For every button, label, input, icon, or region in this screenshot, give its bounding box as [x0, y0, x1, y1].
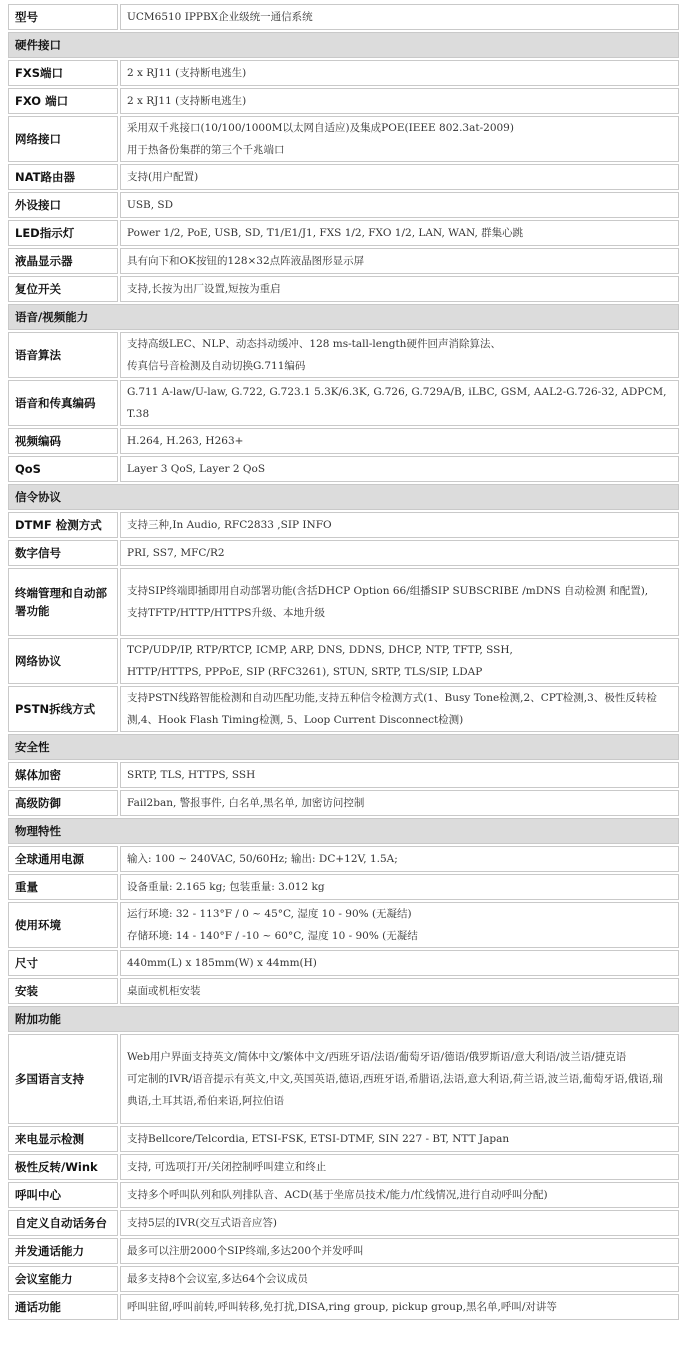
spec-label: 通话功能 — [8, 1294, 118, 1320]
spec-value-line: 传真信号音检测及自动切换G.711编码 — [127, 360, 306, 372]
spec-value-line: 具有向下和OK按钮的128×32点阵液晶图形显示屏 — [127, 255, 365, 267]
spec-value-line: 2 x RJ11 (支持断电逃生) — [127, 95, 247, 107]
spec-value — [120, 762, 679, 788]
spec-value — [120, 568, 679, 636]
spec-label: QoS — [8, 456, 118, 482]
spec-value-line: 运行环境: 32 - 113°F / 0 ~ 45°C, 湿度 10 - 90% (无凝结) — [127, 908, 412, 920]
spec-value — [120, 1294, 679, 1320]
spec-label: 来电显示检测 — [8, 1126, 118, 1152]
spec-value-line: Power 1/2, PoE, USB, SD, T1/E1/J1, FXS 1/2, FXO 1/2, LAN, WAN, 群集心跳 — [127, 227, 524, 239]
spec-value — [120, 60, 679, 86]
spec-label: 重量 — [8, 874, 118, 900]
spec-label: 数字信号 — [8, 540, 118, 566]
section-header-additional — [8, 1006, 679, 1032]
spec-row-nat — [8, 164, 679, 190]
spec-value-line: 支持5层的IVR(交互式语音应答) — [127, 1217, 278, 1229]
spec-label: LED指示灯 — [8, 220, 118, 246]
spec-value — [120, 790, 679, 816]
spec-value — [120, 164, 679, 190]
spec-value-line: 支持, 可选项打开/关闭控制呼叫建立和终止 — [127, 1161, 327, 1173]
spec-row-call-center — [8, 1182, 679, 1208]
spec-value-line: 支持多个呼叫队列和队列排队音、ACD(基于坐席员技术/能力/忙线情况,进行自动呼叫分配) — [127, 1189, 548, 1201]
spec-row-installation — [8, 978, 679, 1004]
spec-value-line: TCP/UDP/IP, RTP/RTCP, ICMP, ARP, DNS, DDNS, DHCP, NTP, TFTP, SSH, — [127, 644, 513, 656]
spec-value — [120, 1126, 679, 1152]
spec-value-line: 440mm(L) x 185mm(W) x 44mm(H) — [127, 957, 317, 969]
spec-label: 复位开关 — [8, 276, 118, 302]
section-title: 物理特性 — [8, 818, 679, 844]
spec-label: 型号 — [8, 4, 118, 30]
section-header-physical — [8, 818, 679, 844]
spec-value-line: G.711 A-law/U-law, G.722, G.723.1 5.3K/6.3K, G.726, G.729A/B, iLBC, GSM, AAL2-G.726-32, ADPCM, T.38 — [127, 386, 667, 420]
spec-row-voice-algorithm — [8, 332, 679, 378]
spec-value-line: H.264, H.263, H263+ — [127, 435, 244, 447]
section-title: 附加功能 — [8, 1006, 679, 1032]
spec-value — [120, 846, 679, 872]
spec-value-line: Web用户界面支持英文/简体中文/繁体中文/西班牙语/法语/葡萄牙语/德语/俄罗斯语/意大利语/波兰语/捷克语 — [127, 1051, 627, 1063]
spec-row-network-protocols — [8, 638, 679, 684]
section-title: 语音/视频能力 — [8, 304, 679, 330]
spec-value-line: 支持TFTP/HTTP/HTTPS升级、本地升级 — [127, 607, 325, 619]
spec-value-line: 输入: 100 ~ 240VAC, 50/60Hz; 输出: DC+12V, 1.5A; — [127, 853, 398, 865]
section-header-voice-video — [8, 304, 679, 330]
spec-value-line: 采用双千兆接口(10/100/1000M以太网自适应)及集成POE(IEEE 802.3at-2009) — [127, 122, 514, 134]
spec-value — [120, 88, 679, 114]
spec-value-line: 设备重量: 2.165 kg; 包装重量: 3.012 kg — [127, 881, 325, 893]
spec-value — [120, 276, 679, 302]
spec-row-fxo — [8, 88, 679, 114]
spec-value — [120, 220, 679, 246]
spec-value — [120, 874, 679, 900]
spec-row-digital-signal — [8, 540, 679, 566]
spec-row-lcd — [8, 248, 679, 274]
spec-label: 外设接口 — [8, 192, 118, 218]
spec-row-qos — [8, 456, 679, 482]
spec-row-provisioning — [8, 568, 679, 636]
spec-label: 会议室能力 — [8, 1266, 118, 1292]
spec-value — [120, 1210, 679, 1236]
spec-label: DTMF 检测方式 — [8, 512, 118, 538]
spec-value — [120, 248, 679, 274]
spec-row-call-features — [8, 1294, 679, 1320]
spec-value-line: 最多可以注册2000个SIP终端,多达200个并发呼叫 — [127, 1245, 364, 1257]
spec-label: 并发通话能力 — [8, 1238, 118, 1264]
spec-value-line: 存储环境: 14 - 140°F / -10 ~ 60°C, 湿度 10 - 90% (无凝结 — [127, 930, 418, 942]
spec-value-line: 可定制的IVR/语音提示有英文,中文,英国英语,德语,西班牙语,希腊语,法语,意大利语,荷兰语,波兰语,葡萄牙语,俄语,瑞典语,土耳其语,希伯来语,阿拉伯语 — [127, 1073, 663, 1107]
spec-row-fxs — [8, 60, 679, 86]
spec-row-concurrent-calls — [8, 1238, 679, 1264]
spec-value — [120, 380, 679, 426]
spec-label: 尺寸 — [8, 950, 118, 976]
spec-value-line: SRTP, TLS, HTTPS, SSH — [127, 769, 256, 781]
spec-label: 安装 — [8, 978, 118, 1004]
section-title: 安全性 — [8, 734, 679, 760]
spec-label: 高级防御 — [8, 790, 118, 816]
spec-value-line: 支持(用户配置) — [127, 171, 199, 183]
spec-value-line: USB, SD — [127, 199, 174, 211]
spec-row-dtmf — [8, 512, 679, 538]
spec-value — [120, 1154, 679, 1180]
spec-table-body — [8, 4, 679, 1320]
spec-value — [120, 950, 679, 976]
spec-table — [6, 2, 681, 1322]
spec-row-video-codec — [8, 428, 679, 454]
spec-row-power — [8, 846, 679, 872]
spec-value-line: Layer 3 QoS, Layer 2 QoS — [127, 463, 266, 475]
spec-row-network-interface — [8, 116, 679, 162]
spec-value-line: 呼叫驻留,呼叫前转,呼叫转移,免打扰,DISA,ring group, pickup group,黑名单,呼叫/对讲等 — [127, 1301, 557, 1313]
spec-row-weight — [8, 874, 679, 900]
spec-value — [120, 192, 679, 218]
section-header-security — [8, 734, 679, 760]
spec-row-dimensions — [8, 950, 679, 976]
spec-value — [120, 902, 679, 948]
spec-value-line: 支持,长按为出厂设置,短按为重启 — [127, 283, 281, 295]
spec-label: 网络接口 — [8, 116, 118, 162]
spec-row-model — [8, 4, 679, 30]
spec-value — [120, 638, 679, 684]
spec-label: 终端管理和自动部署功能 — [8, 568, 118, 636]
spec-value-line: 用于热备份集群的第三个千兆端口 — [127, 144, 285, 156]
spec-value-line: 最多支持8个会议室,多达64个会议成员 — [127, 1273, 308, 1285]
spec-label: FXS端口 — [8, 60, 118, 86]
spec-label: 全球通用电源 — [8, 846, 118, 872]
spec-value-line: PRI, SS7, MFC/R2 — [127, 547, 225, 559]
spec-row-auto-attendant — [8, 1210, 679, 1236]
spec-row-reset — [8, 276, 679, 302]
spec-row-led — [8, 220, 679, 246]
spec-value-line: UCM6510 IPPBX企业级统一通信系统 — [127, 11, 313, 23]
spec-label: 语音算法 — [8, 332, 118, 378]
spec-value-line: 支持高级LEC、NLP、动态抖动缓冲、128 ms-tall-length硬件回声消除算法、 — [127, 338, 501, 350]
spec-label: 呼叫中心 — [8, 1182, 118, 1208]
spec-label: NAT路由器 — [8, 164, 118, 190]
spec-value-line: 支持Bellcore/Telcordia, ETSI-FSK, ETSI-DTMF, SIN 227 - BT, NTT Japan — [127, 1133, 510, 1145]
spec-row-codecs — [8, 380, 679, 426]
spec-value — [120, 512, 679, 538]
spec-row-polarity-wink — [8, 1154, 679, 1180]
spec-value — [120, 540, 679, 566]
spec-value-line: 支持SIP终端即插即用自动部署功能(含括DHCP Option 66/组播SIP SUBSCRIBE /mDNS 自动检测 和配置), — [127, 585, 649, 597]
spec-label: 多国语言支持 — [8, 1034, 118, 1124]
spec-row-caller-id — [8, 1126, 679, 1152]
spec-row-media-encryption — [8, 762, 679, 788]
spec-value — [120, 1266, 679, 1292]
spec-value — [120, 332, 679, 378]
spec-value — [120, 686, 679, 732]
spec-label: FXO 端口 — [8, 88, 118, 114]
spec-value-line: 支持PSTN线路智能检测和自动匹配功能,支持五种信令检测方式(1、Busy Tone检测,2、CPT检测,3、极性反转检测,4、Hook Flash Timing检测, 5、Loop Current Disconnect检测) — [127, 692, 657, 726]
spec-value-line: Fail2ban, 警报事件, 白名单,黑名单, 加密访问控制 — [127, 797, 365, 809]
spec-value — [120, 4, 679, 30]
spec-label: 自定义自动话务台 — [8, 1210, 118, 1236]
spec-row-advanced-defense — [8, 790, 679, 816]
section-header-hardware — [8, 32, 679, 58]
spec-value-line: HTTP/HTTPS, PPPoE, SIP (RFC3261), STUN, SRTP, TLS/SIP, LDAP — [127, 666, 483, 678]
section-title: 信令协议 — [8, 484, 679, 510]
spec-value-line: 2 x RJ11 (支持断电逃生) — [127, 67, 247, 79]
spec-value-line: 桌面或机柜安装 — [127, 985, 201, 997]
spec-value-line: 支持三种,In Audio, RFC2833 ,SIP INFO — [127, 519, 332, 531]
spec-label: 媒体加密 — [8, 762, 118, 788]
spec-value — [120, 1238, 679, 1264]
spec-row-pstn-disconnect — [8, 686, 679, 732]
spec-row-conference — [8, 1266, 679, 1292]
spec-label: PSTN拆线方式 — [8, 686, 118, 732]
spec-row-languages — [8, 1034, 679, 1124]
spec-value — [120, 978, 679, 1004]
spec-label: 网络协议 — [8, 638, 118, 684]
spec-label: 视频编码 — [8, 428, 118, 454]
spec-label: 液晶显示器 — [8, 248, 118, 274]
spec-label: 极性反转/Wink — [8, 1154, 118, 1180]
spec-value — [120, 1034, 679, 1124]
spec-label: 使用环境 — [8, 902, 118, 948]
spec-label: 语音和传真编码 — [8, 380, 118, 426]
section-header-signaling — [8, 484, 679, 510]
spec-value — [120, 116, 679, 162]
spec-value — [120, 456, 679, 482]
spec-row-environment — [8, 902, 679, 948]
spec-value — [120, 1182, 679, 1208]
spec-row-peripheral — [8, 192, 679, 218]
spec-value — [120, 428, 679, 454]
section-title: 硬件接口 — [8, 32, 679, 58]
